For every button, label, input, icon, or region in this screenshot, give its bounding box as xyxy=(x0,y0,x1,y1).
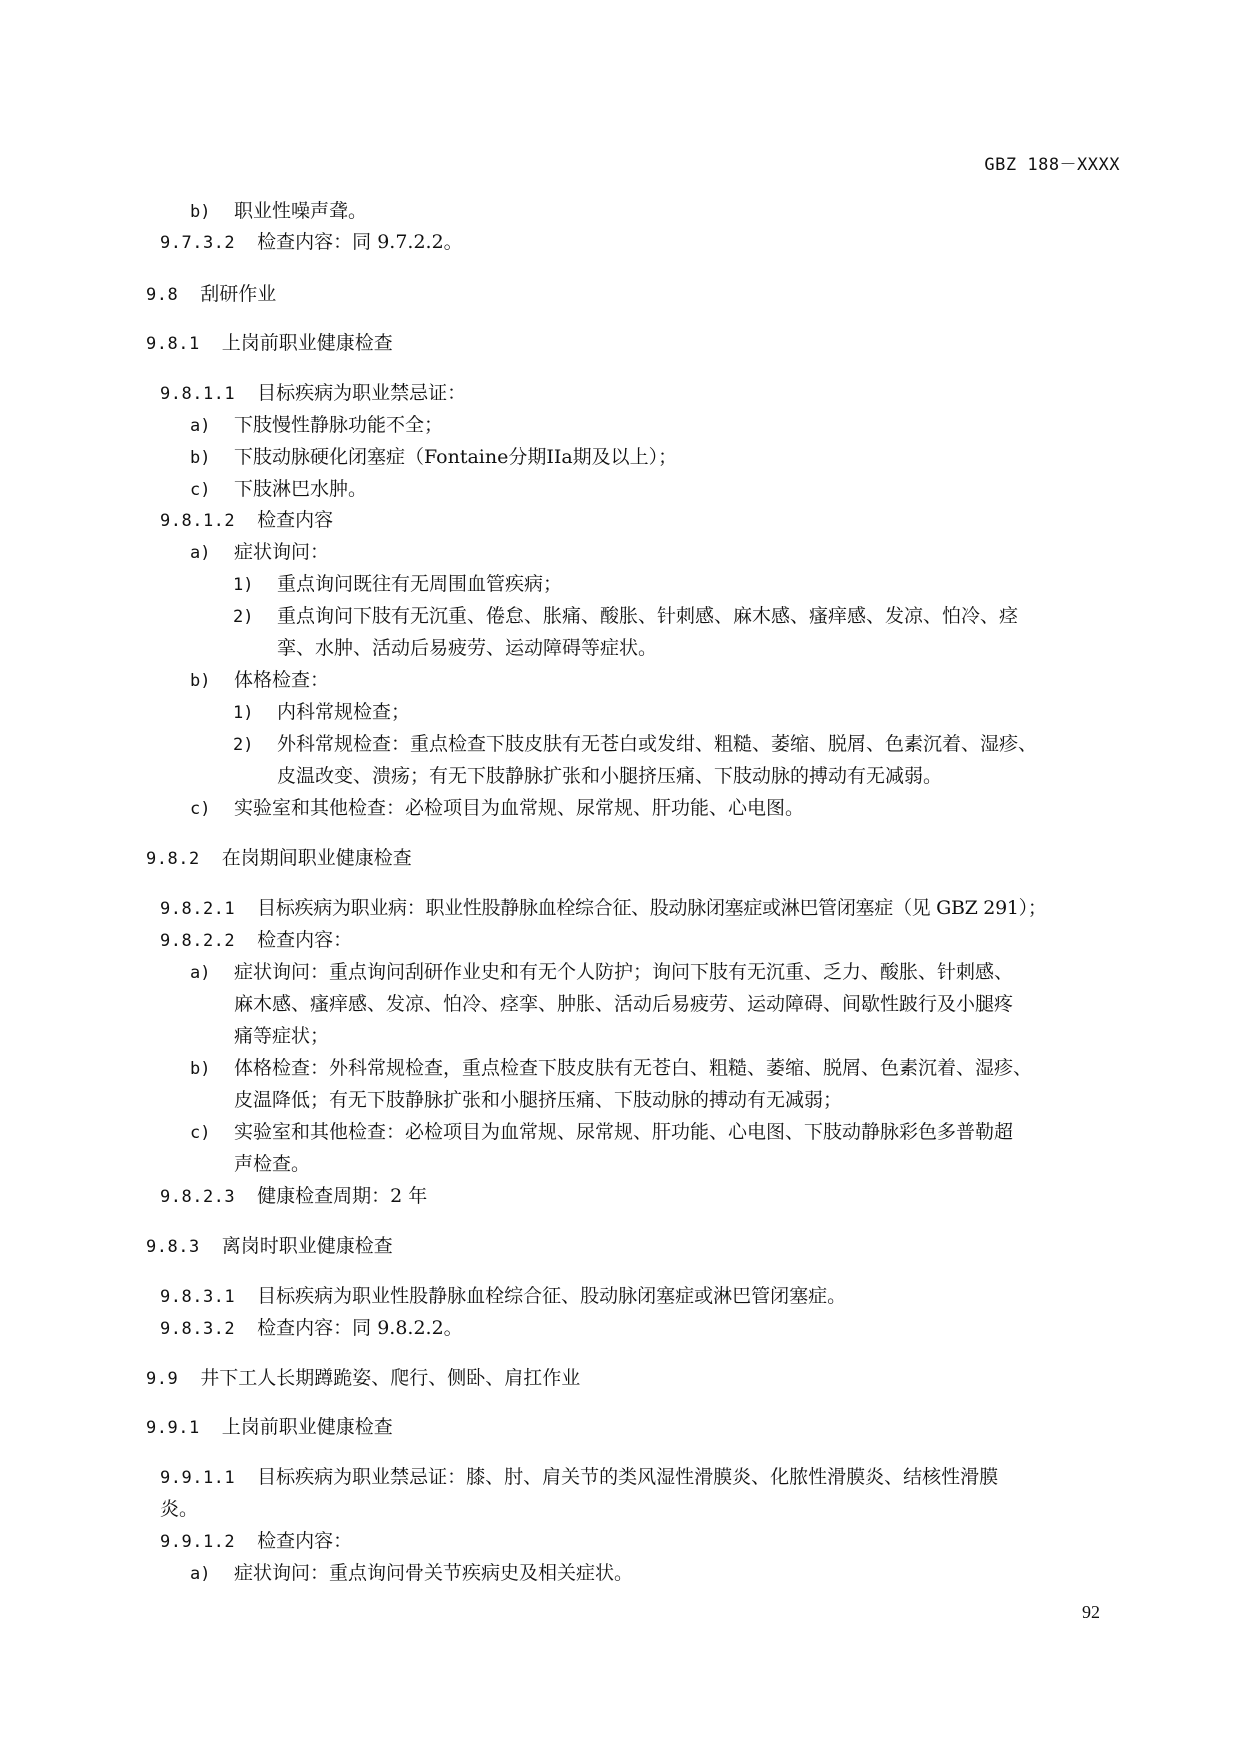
list-text-continuation: 皮温降低；有无下肢静脉扩张和小腿挤压痛、下肢动脉的搏动有无减弱； xyxy=(234,1089,843,1111)
list-text: 下肢慢性静脉功能不全； xyxy=(234,414,444,436)
list-item xyxy=(190,413,443,438)
list-text: 下肢动脉硬化闭塞症（Fontaine分期IIa期及以上）； xyxy=(234,446,678,468)
list-marker: 1) xyxy=(233,575,254,595)
list-item xyxy=(190,668,329,693)
section-title: 上岗前职业健康检查 xyxy=(221,1416,393,1438)
sub-list-item xyxy=(233,604,1018,629)
clause-number: 9.9.1.2 xyxy=(160,1532,236,1552)
section-number: 9.8 xyxy=(146,285,179,305)
section-title: 在岗期间职业健康检查 xyxy=(221,847,412,869)
list-item xyxy=(190,796,804,821)
list-item xyxy=(190,960,1013,985)
list-text: 症状询问：重点询问骨关节疾病史及相关症状。 xyxy=(234,1562,634,1584)
list-marker: a) xyxy=(190,1564,211,1584)
list-item xyxy=(190,540,329,565)
list-marker: a) xyxy=(190,963,211,983)
list-marker: a) xyxy=(190,416,211,436)
clause-number: 9.8.1.2 xyxy=(160,511,236,531)
document-code: GBZ 188－XXXX xyxy=(984,155,1120,175)
list-text: 实验室和其他检查：必检项目为血常规、尿常规、肝功能、心电图。 xyxy=(234,797,805,819)
clause-text-continuation: 炎。 xyxy=(160,1498,199,1520)
list-marker: c) xyxy=(190,480,211,500)
list-text-continuation: 挛、水肿、活动后易疲劳、运动障碍等症状。 xyxy=(277,637,658,659)
clause xyxy=(160,1316,463,1341)
list-marker: b) xyxy=(190,1059,211,1079)
list-item xyxy=(190,477,367,502)
list-text-continuation: 皮温改变、溃疡；有无下肢静脉扩张和小腿挤压痛、下肢动脉的搏动有无减弱。 xyxy=(277,765,943,787)
section-number: 9.9 xyxy=(146,1369,179,1389)
sub-list-item xyxy=(233,700,410,725)
list-item xyxy=(190,1056,1032,1081)
sub-list-item xyxy=(233,572,562,597)
list-item xyxy=(190,1120,1013,1145)
list-text: 体格检查：外科常规检查，重点检查下肢皮肤有无苍白、粗糙、萎缩、脱屑、色素沉着、湿疹、 xyxy=(234,1057,1033,1079)
section-number: 9.9.1 xyxy=(146,1418,200,1438)
list-text: 症状询问：重点询问刮研作业史和有无个人防护；询问下肢有无沉重、乏力、酸胀、针刺感、 xyxy=(234,961,1014,983)
list-item xyxy=(190,445,677,470)
clause-text: 目标疾病为职业病：职业性股静脉血栓综合征、股动脉闭塞症或淋巴管闭塞症（见 GBZ 291）； xyxy=(257,897,1047,919)
list-text: 外科常规检查：重点检查下肢皮肤有无苍白或发绀、粗糙、萎缩、脱屑、色素沉着、湿疹、 xyxy=(277,733,1038,755)
clause-text: 目标疾病为职业禁忌证： xyxy=(257,382,467,404)
clause xyxy=(160,1184,427,1209)
subsection-heading xyxy=(146,1415,393,1440)
clause xyxy=(160,230,463,255)
clause-number: 9.8.2.1 xyxy=(160,899,236,919)
clause xyxy=(160,1465,998,1490)
list-marker: b) xyxy=(190,671,211,691)
list-text-continuation: 声检查。 xyxy=(234,1153,311,1175)
sub-list-item xyxy=(233,732,1037,757)
clause-text: 检查内容：同 9.8.2.2。 xyxy=(257,1317,463,1339)
list-text: 实验室和其他检查：必检项目为血常规、尿常规、肝功能、心电图、下肢动静脉彩色多普勒超 xyxy=(234,1121,1014,1143)
list-text: 职业性噪声聋。 xyxy=(234,200,368,222)
list-marker: 2) xyxy=(233,607,254,627)
section-heading xyxy=(146,282,276,307)
list-text: 重点询问下肢有无沉重、倦怠、胀痛、酸胀、针刺感、麻木感、瘙痒感、发凉、怕冷、痉 xyxy=(277,605,1019,627)
clause xyxy=(160,896,1047,921)
list-text-continuation: 痛等症状； xyxy=(234,1025,330,1047)
section-heading xyxy=(146,1366,580,1391)
list-text: 下肢淋巴水肿。 xyxy=(234,478,368,500)
clause xyxy=(160,1529,352,1554)
section-number: 9.8.3 xyxy=(146,1237,200,1257)
clause-number: 9.8.2.2 xyxy=(160,931,236,951)
clause-number: 9.8.3.2 xyxy=(160,1319,236,1339)
list-marker: b) xyxy=(190,448,211,468)
clause-text: 目标疾病为职业性股静脉血栓综合征、股动脉闭塞症或淋巴管闭塞症。 xyxy=(257,1285,847,1307)
list-text: 症状询问： xyxy=(234,541,330,563)
clause xyxy=(160,381,466,406)
list-text: 体格检查： xyxy=(234,669,330,691)
clause-text: 检查内容： xyxy=(257,929,353,951)
clause-text: 检查内容：同 9.7.2.2。 xyxy=(257,231,463,253)
list-marker: c) xyxy=(190,1123,211,1143)
subsection-heading xyxy=(146,846,412,871)
subsection-heading xyxy=(146,331,393,356)
clause-text: 健康检查周期：2 年 xyxy=(257,1185,428,1207)
clause-number: 9.9.1.1 xyxy=(160,1468,236,1488)
clause-number: 9.7.3.2 xyxy=(160,233,236,253)
clause-text: 目标疾病为职业禁忌证：膝、肘、肩关节的类风湿性滑膜炎、化脓性滑膜炎、结核性滑膜 xyxy=(257,1466,999,1488)
clause-number: 9.8.2.3 xyxy=(160,1187,236,1207)
section-title: 刮研作业 xyxy=(200,283,277,305)
list-marker: c) xyxy=(190,799,211,819)
list-item xyxy=(190,199,367,224)
clause xyxy=(160,508,333,533)
section-title: 离岗时职业健康检查 xyxy=(221,1235,393,1257)
section-number: 9.8.1 xyxy=(146,334,200,354)
list-marker: 1) xyxy=(233,703,254,723)
clause xyxy=(160,928,352,953)
list-marker: a) xyxy=(190,543,211,563)
section-title: 井下工人长期蹲跪姿、爬行、侧卧、肩扛作业 xyxy=(200,1367,581,1389)
clause-text: 检查内容 xyxy=(257,509,334,531)
list-item xyxy=(190,1561,633,1586)
list-marker: 2) xyxy=(233,735,254,755)
subsection-heading xyxy=(146,1234,393,1259)
list-text-continuation: 麻木感、瘙痒感、发凉、怕冷、痉挛、肿胀、活动后易疲劳、运动障碍、间歇性跛行及小腿疼 xyxy=(234,993,1014,1015)
list-marker: b) xyxy=(190,202,211,222)
section-title: 上岗前职业健康检查 xyxy=(221,332,393,354)
clause xyxy=(160,1284,846,1309)
section-number: 9.8.2 xyxy=(146,849,200,869)
list-text: 重点询问既往有无周围血管疾病； xyxy=(277,573,563,595)
list-text: 内科常规检查； xyxy=(277,701,411,723)
clause-number: 9.8.3.1 xyxy=(160,1287,236,1307)
page-number: 92 xyxy=(1082,1602,1100,1622)
clause-number: 9.8.1.1 xyxy=(160,384,236,404)
clause-text: 检查内容： xyxy=(257,1530,353,1552)
